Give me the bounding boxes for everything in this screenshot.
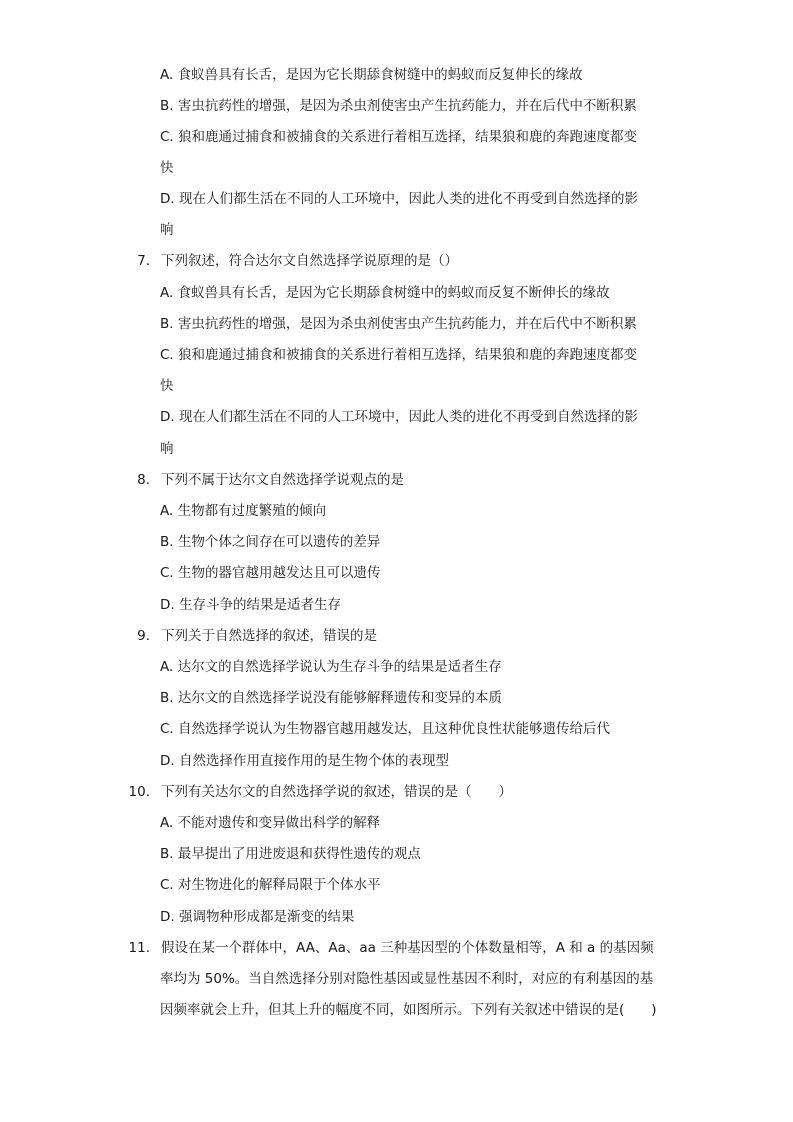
answer-option: A. 食蚁兽具有长舌，是因为它长期舔食树缝中的蚂蚁而反复伸长的缘故 bbox=[160, 67, 583, 83]
answer-option: A. 生物都有过度繁殖的倾向 bbox=[160, 503, 327, 519]
answer-option: C. 狼和鹿通过捕食和被捕食的关系进行着相互选择，结果狼和鹿的奔跑速度都变 bbox=[160, 129, 638, 145]
answer-option: B. 达尔文的自然选择学说没有能够解释遗传和变异的本质 bbox=[160, 690, 502, 706]
answer-option: D. 生存斗争的结果是适者生存 bbox=[160, 597, 341, 613]
answer-option: D. 现在人们都生活在不同的人工环境中，因此人类的进化不再受到自然选择的影 bbox=[160, 409, 638, 425]
answer-option: D. 强调物种形成都是渐变的结果 bbox=[160, 909, 355, 925]
answer-option: C. 生物的器官越用越发达且可以遗传 bbox=[160, 565, 381, 581]
text-continuation: 快 bbox=[160, 160, 174, 176]
answer-option: C. 对生物进化的解释局限于个体水平 bbox=[160, 877, 381, 893]
answer-option: B. 害虫抗药性的增强，是因为杀虫剂使害虫产生抗药能力，并在后代中不断积累 bbox=[160, 316, 637, 332]
answer-option: B. 害虫抗药性的增强，是因为杀虫剂使害虫产生抗药能力，并在后代中不断积累 bbox=[160, 98, 637, 114]
question-text: 下列有关达尔文的自然选择学说的叙述，错误的是（ ） bbox=[161, 784, 512, 800]
question-number: 7. bbox=[137, 253, 150, 269]
text-continuation: 快 bbox=[160, 378, 174, 394]
question-text: 下列不属于达尔文自然选择学说观点的是 bbox=[161, 472, 404, 488]
answer-option: D. 自然选择作用直接作用的是生物个体的表现型 bbox=[160, 753, 449, 769]
text-continuation: 率均为 50%。当自然选择分别对隐性基因或显性基因不利时，对应的有利基因的基 bbox=[160, 971, 654, 987]
text-continuation: 响 bbox=[160, 222, 174, 238]
answer-option: A. 不能对遗传和变异做出科学的解释 bbox=[160, 815, 381, 831]
answer-option: C. 狼和鹿通过捕食和被捕食的关系进行着相互选择，结果狼和鹿的奔跑速度都变 bbox=[160, 347, 638, 363]
question-number: 9. bbox=[137, 628, 150, 644]
answer-option: D. 现在人们都生活在不同的人工环境中，因此人类的进化不再受到自然选择的影 bbox=[160, 191, 638, 207]
question-text: 假设在某一个群体中，AA、Aa、aa 三种基因型的个体数量相等，A 和 a 的基因频 bbox=[161, 940, 654, 956]
answer-option: A. 食蚁兽具有长舌，是因为它长期舔食树缝中的蚂蚁而反复不断伸长的缘故 bbox=[160, 285, 610, 301]
answer-option: B. 生物个体之间存在可以遗传的差异 bbox=[160, 534, 381, 550]
answer-option: A. 达尔文的自然选择学说认为生存斗争的结果是适者生存 bbox=[160, 659, 502, 675]
question-number: 8. bbox=[137, 472, 150, 488]
answer-option: C. 自然选择学说认为生物器官越用越发达，且这种优良性状能够遗传给后代 bbox=[160, 721, 611, 737]
question-text: 下列关于自然选择的叙述，错误的是 bbox=[161, 628, 377, 644]
answer-option: B. 最早提出了用进废退和获得性遗传的观点 bbox=[160, 846, 421, 862]
text-continuation: 响 bbox=[160, 441, 174, 457]
text-continuation: 因频率就会上升，但其上升的幅度不同，如图所示。下列有关叙述中错误的是( ) bbox=[160, 1002, 657, 1018]
question-number: 10. bbox=[128, 784, 150, 800]
question-text: 下列叙述，符合达尔文自然选择学说原理的是（） bbox=[161, 253, 458, 269]
question-number: 11. bbox=[128, 940, 150, 956]
